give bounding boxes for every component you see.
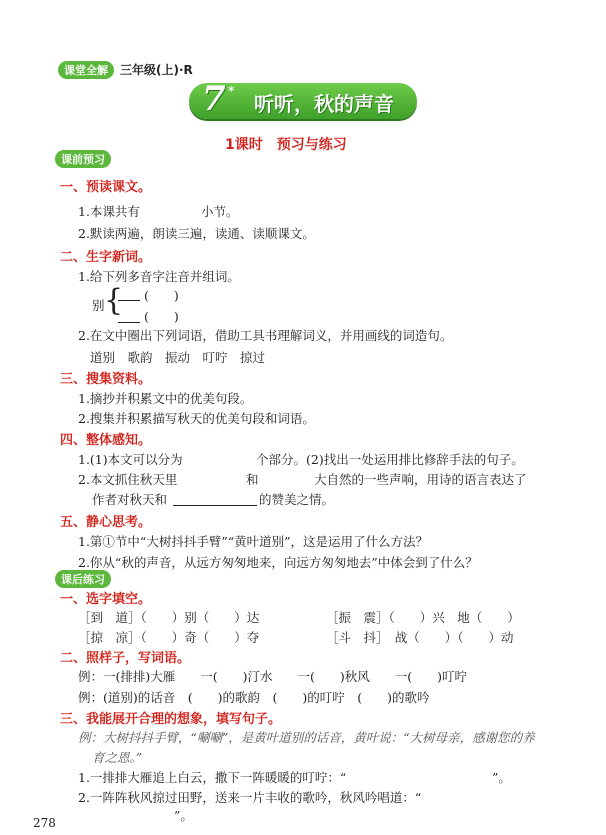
s3-q2: 2.搜集并积累描写秋天的优美句段和词语。 (78, 411, 315, 426)
lesson-number: 7 (202, 79, 226, 119)
p3-example-line1: 例：大树抖抖手臂，“唰唰”，是黄叶道别的话音，黄叶说：“大树母亲，感谢您的养 (78, 730, 535, 745)
s2-word-list: 道别 歌韵 振动 叮咛 掠过 (90, 350, 266, 365)
p1-row1-right: ［振 震］（ ）兴 地（ ） (326, 610, 520, 625)
polyphone-char: 别 (92, 298, 105, 313)
p1-row1-left: ［到 道］（ ）别（ ）达 (78, 610, 260, 625)
p2-row1: 例：一(排排)大雁 一( )汀水 一( )秋风 一( )叮咛 (78, 669, 468, 684)
p3-q1: 1.一排排大雁追上白云，撒下一阵暖暖的叮咛：“ (78, 770, 347, 785)
s5-q1: 1.第①节中“大树抖抖手臂”“黄叶道别”，这是运用了什么方法？ (78, 534, 428, 549)
practice-badge: 课后练习 (55, 570, 111, 588)
practice-heading-2: 二、照样子，写词语。 (60, 651, 191, 666)
section-heading-3: 三、搜集资料。 (60, 372, 152, 387)
s1-q1-end: 小节。 (201, 204, 239, 219)
s2-q2: 2.在文中圈出下列词语，借助工具书理解词义，并用画线的词造句。 (78, 328, 453, 343)
s4-q2-end: 大自然的一些声响，用诗的语言表达了 (314, 472, 527, 487)
s1-q1-start: 1.本课共有 (78, 204, 140, 219)
p2-row2: 例：(道别)的话音 ( )的歌韵 ( )的叮咛 ( )的歌吟 (78, 690, 430, 705)
s4-q2-line2-end: 的赞美之情。 (259, 492, 335, 507)
p3-q1-end: ”。 (492, 770, 511, 785)
section-heading-1: 一、预读课文。 (60, 180, 152, 195)
p3-q2-end: ”。 (174, 808, 193, 823)
s4-q1-start: 1.(1)本文可以分为 (78, 452, 183, 467)
lesson-star: * (228, 84, 235, 98)
practice-heading-1: 一、选字填空。 (60, 592, 152, 607)
grade-label: 三年级(上)·R (120, 63, 193, 77)
section-heading-4: 四、整体感知。 (60, 433, 152, 448)
page-title: 听听，秋的声音 (254, 92, 394, 116)
preview-badge: 课前预习 (55, 150, 111, 168)
s1-q2: 2.默读两遍，朗读三遍，读通、读顺课文。 (78, 226, 315, 241)
s4-q2-start: 2.本文抓住秋天里 (78, 472, 178, 487)
p1-row2-left: ［掠 凉］（ ）奇（ ）夺 (78, 630, 260, 645)
s3-q1: 1.摘抄并积累文中的优美句段。 (78, 391, 253, 406)
lesson-subtitle: 1课时 预习与练习 (225, 137, 347, 153)
s2-q1: 1.给下列多音字注音并组词。 (78, 269, 240, 284)
answer-blank[interactable] (118, 310, 140, 323)
s4-q2-mid: 和 (246, 472, 259, 487)
practice-heading-3: 三、我能展开合理的想象，填写句子。 (60, 712, 282, 727)
s5-q2: 2.你从“秋的声音，从远方匆匆地来，向远方匆匆地去”中体会到了什么？ (78, 555, 478, 570)
brace: { (104, 283, 124, 318)
answer-blank[interactable] (173, 491, 257, 506)
answer-blank[interactable] (118, 288, 140, 301)
s4-q1-end: 个部分。(2)找出一处运用排比修辞手法的句子。 (256, 452, 524, 467)
section-badge: 课堂全解 (58, 61, 114, 79)
pinyin-paren-1: ( ) (144, 288, 179, 303)
page-number: 278 (33, 816, 56, 830)
p3-q2: 2.一阵阵秋风掠过田野，送来一片丰收的歌吟，秋风吟唱道：“ (78, 790, 422, 805)
s4-q2-line2: 作者对秋天和 (92, 492, 168, 507)
section-heading-2: 二、生字新词。 (60, 250, 152, 265)
section-heading-5: 五、静心思考。 (60, 515, 152, 530)
p3-example-line2: 育之恩。” (92, 750, 143, 765)
pinyin-paren-2: ( ) (144, 309, 179, 324)
p1-row2-right: ［斗 抖］ 战（ ）（ ）动 (326, 630, 514, 645)
